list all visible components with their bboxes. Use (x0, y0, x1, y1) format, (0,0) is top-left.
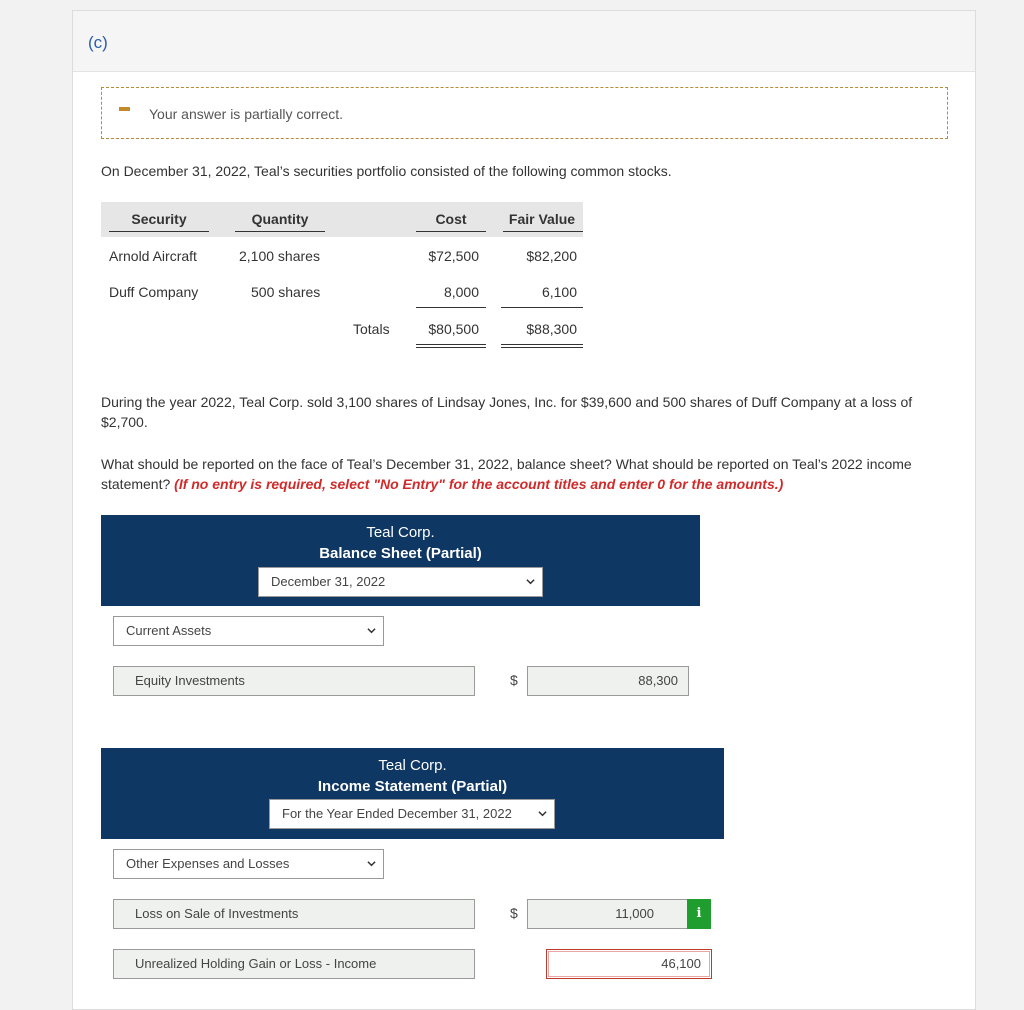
cell-fair-value: $82,200 (526, 248, 577, 264)
income-statement-header (101, 748, 724, 839)
total-double-rule (501, 347, 583, 348)
balance-sheet-title: Balance Sheet (Partial) (319, 545, 482, 562)
part-header (73, 11, 975, 72)
account-field[interactable]: Equity Investments (113, 666, 475, 696)
section-select-value: Current Assets (126, 623, 212, 638)
question-instruction: (If no entry is required, select "No Entry" for the account titles and enter 0 for the amounts.) (174, 476, 784, 492)
col-cost: Cost (435, 211, 467, 227)
cell-quantity: 2,100 shares (239, 248, 320, 264)
cell-fair-value: 6,100 (541, 284, 577, 300)
balance-sheet-header (101, 515, 700, 606)
status-text: Your answer is partially correct. (149, 106, 344, 122)
header-underline (416, 231, 486, 232)
account-field[interactable]: Unrealized Holding Gain or Loss - Income (113, 949, 475, 979)
income-statement-title: Income Statement (Partial) (317, 778, 508, 795)
cell-security: Duff Company (109, 284, 199, 300)
status-banner (101, 87, 948, 139)
col-security: Security (131, 211, 187, 227)
section-select[interactable] (113, 616, 384, 646)
total-fair-value: $88,300 (526, 321, 577, 337)
total-double-rule (501, 344, 583, 345)
section-select[interactable] (113, 849, 384, 879)
subtotal-rule (501, 307, 583, 308)
total-double-rule (416, 344, 486, 345)
info-icon[interactable]: i (687, 899, 711, 929)
question-prompt: What should be reported on the face of Teal’s December 31, 2022, balance sheet? What should be reported on Teal’s 2022 income statement? (101, 456, 912, 492)
partial-correct-icon (119, 107, 130, 111)
balance-sheet-company: Teal Corp. (366, 524, 435, 541)
total-cost: $80,500 (428, 321, 479, 337)
sale-description: During the year 2022, Teal Corp. sold 3,100 shares of Lindsay Jones, Inc. for $39,600 and 500 shares of Duff Company at a loss of $2,700. (101, 394, 913, 430)
section-select-value: Other Expenses and Losses (126, 856, 290, 871)
amount-field[interactable]: 11,000 (527, 899, 689, 929)
question-text (101, 454, 921, 494)
dollar-sign: $ (510, 672, 518, 688)
header-underline (503, 231, 583, 232)
cell-security: Arnold Aircraft (109, 248, 197, 264)
chevron-down-icon (526, 577, 535, 586)
total-double-rule (416, 347, 486, 348)
part-label: (c) (88, 33, 108, 52)
col-quantity: Quantity (251, 211, 309, 227)
chevron-down-icon (538, 809, 547, 818)
amount-field[interactable]: 88,300 (527, 666, 689, 696)
chevron-down-icon (367, 859, 376, 868)
chevron-down-icon (367, 626, 376, 635)
totals-label: Totals (353, 321, 390, 337)
period-select[interactable] (269, 799, 555, 829)
account-field[interactable]: Loss on Sale of Investments (113, 899, 475, 929)
date-select-value: December 31, 2022 (271, 574, 386, 589)
date-select[interactable] (258, 567, 543, 597)
col-fair-value: Fair Value (508, 211, 576, 227)
header-underline (109, 231, 209, 232)
period-select-value: For the Year Ended December 31, 2022 (282, 806, 512, 821)
subtotal-rule (416, 307, 486, 308)
cell-quantity: 500 shares (251, 284, 321, 300)
amount-field-incorrect[interactable]: 46,100 (546, 949, 712, 979)
intro-text: On December 31, 2022, Teal’s securities portfolio consisted of the following common stocks. (101, 163, 672, 179)
dollar-sign: $ (510, 905, 518, 921)
cell-cost: 8,000 (443, 284, 479, 300)
income-statement-company: Teal Corp. (378, 757, 447, 774)
question-card (72, 10, 976, 1010)
header-underline (235, 231, 325, 232)
cell-cost: $72,500 (428, 248, 479, 264)
